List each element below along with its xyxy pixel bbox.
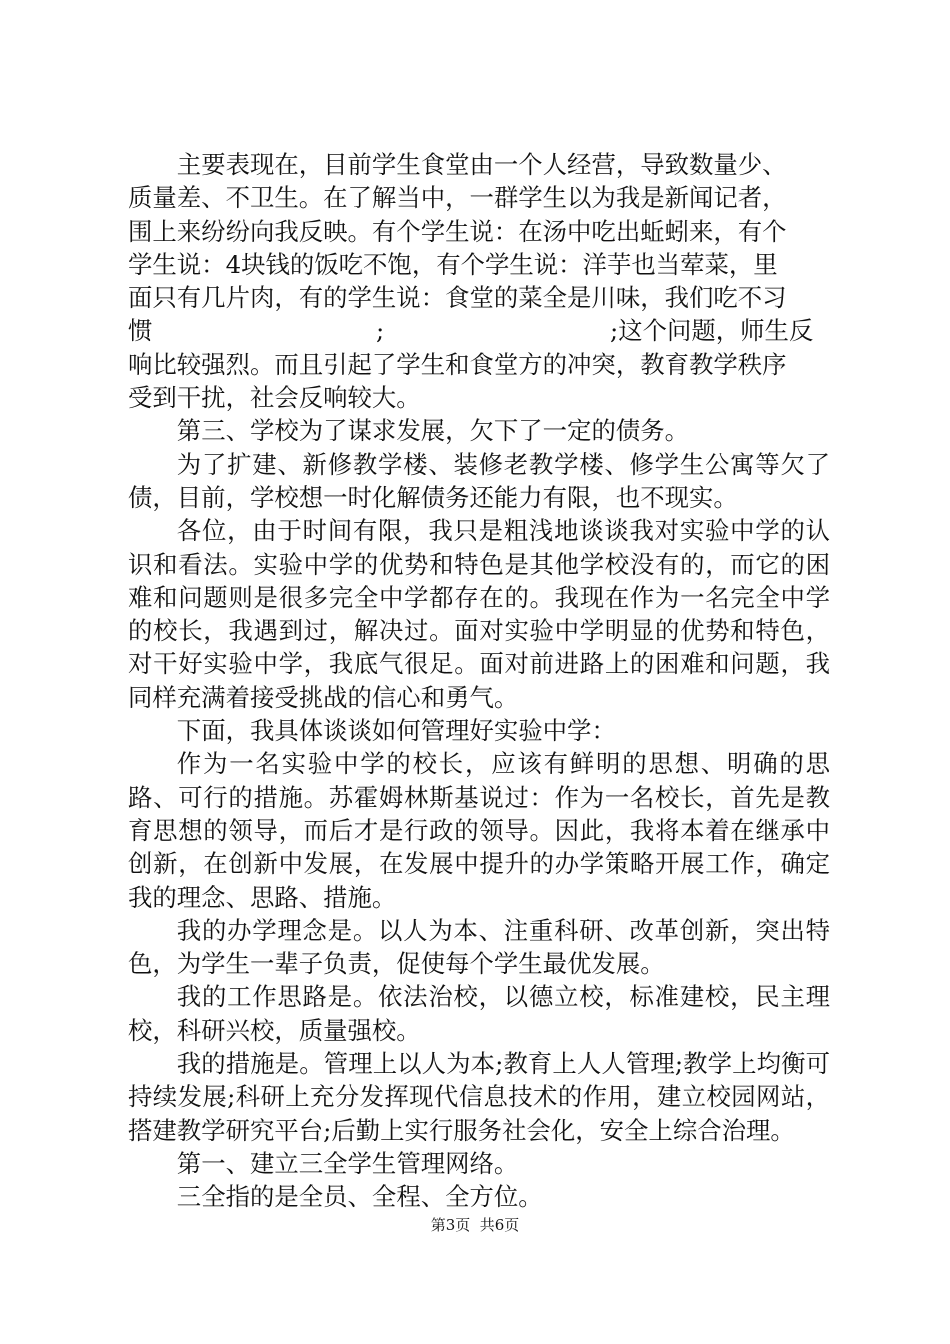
text-line: 面只有几片肉，有的学生说：食堂的菜全是川味，我们吃不习 [128, 283, 787, 313]
text-fragment: 惯 [128, 316, 153, 346]
text-line: 受到干扰，社会反响较大。 [128, 383, 421, 413]
paragraph-network-heading: 第一、建立三全学生管理网络。 [176, 1148, 519, 1178]
page-number: 第3页 共6页 [430, 1216, 520, 1234]
paragraph-network-detail: 三全指的是全员、全程、全方位。 [176, 1182, 543, 1212]
paragraph-understanding: 各位，由于时间有限，我只是粗浅地谈谈我对实验中学的认识和看法。实验中学的优势和特色是其他学校没有的，而它的困难和问题则是很多完全中学都存在的。我现在作为一名完全中学的校长，我遇到过，解决过。面对实验中学明显的优势和特色，对干好实验中学，我底气很足。面对前进路上的困难和问题，我同样充满着接受挑战的信心和勇气。 [128, 516, 830, 712]
text-line [128, 314, 830, 347]
page-footer [0, 1214, 950, 1235]
text-line: 响比较强烈。而且引起了学生和食堂方的冲突，教育教学秩序 [128, 349, 787, 379]
text-fragment: ; [376, 316, 385, 346]
text-line: 质量差、不卫生。在了解当中，一群学生以为我是新闻记者， [128, 183, 787, 213]
paragraph-debt-detail: 为了扩建、新修教学楼、装修老教学楼、修学生公寓等欠了债，目前，学校想一时化解债务还能力有限，也不现实。 [128, 449, 830, 512]
paragraph-measures: 我的措施是。管理上以人为本;教育上人人管理;教学上均衡可持续发展;科研上充分发挥现代信息技术的作用，建立校园网站，搭建教学研究平台;后勤上实行服务社会化，安全上综合治理。 [128, 1049, 830, 1145]
text-line: 主要表现在，目前学生食堂由一个人经营，导致数量少、 [176, 150, 787, 179]
text-line: 围上来纷纷向我反映。有个学生说：在汤中吃出蚯蚓来，有个 [128, 216, 787, 246]
document-body [128, 148, 830, 1214]
paragraph-principal-role: 作为一名实验中学的校长，应该有鲜明的思想、明确的思路、可行的措施。苏霍姆林斯基说过：作为一名校长，首先是教育思想的领导，而后才是行政的领导。因此，我将本着在继承中创新，在创新中发展，在发展中提升的办学策略开展工作，确定我的理念、思路、措施。 [128, 749, 830, 912]
paragraph-work-approach: 我的工作思路是。依法治校，以德立校，标准建校，民主理校，科研兴校，质量强校。 [128, 982, 830, 1045]
paragraph-canteen-issue [128, 148, 830, 414]
text-fragment: ;这个问题，师生反 [610, 316, 814, 346]
text-line: 学生说：4块钱的饭吃不饱，有个学生说：洋芋也当荤菜，里 [128, 249, 778, 279]
paragraph-debt-heading: 第三、学校为了谋求发展，欠下了一定的债务。 [176, 416, 690, 446]
paragraph-management-intro: 下面，我具体谈谈如何管理好实验中学： [176, 716, 616, 746]
paragraph-philosophy: 我的办学理念是。以人为本、注重科研、改革创新，突出特色，为学生一辈子负责，促使每个学生最优发展。 [128, 915, 830, 979]
